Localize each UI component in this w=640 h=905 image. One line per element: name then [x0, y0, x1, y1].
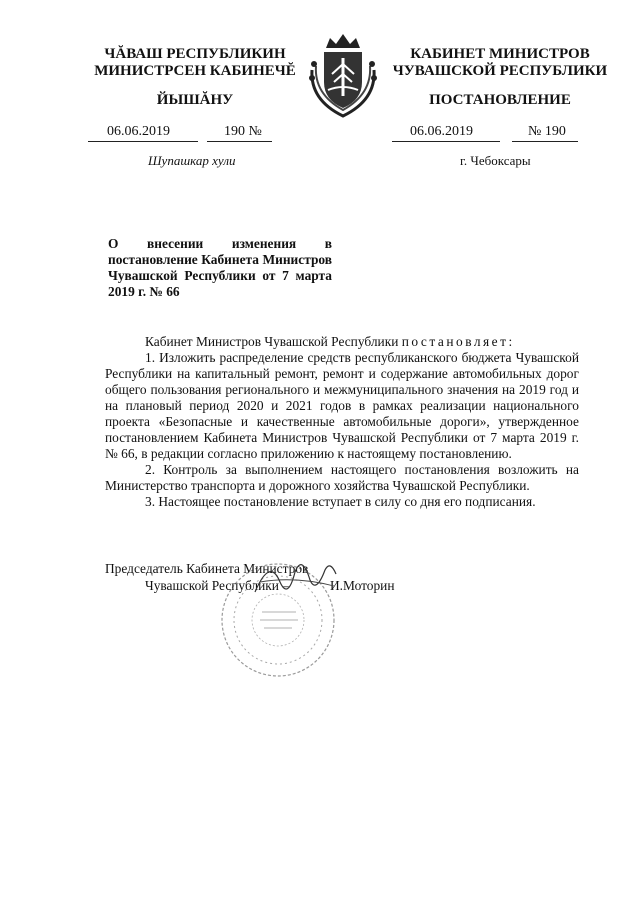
body-paragraph-1: 1. Изложить распределение средств республиканского бюджета Чувашской Республики на капитальный ремонт, ремонт и содержание автомобильных дорог общего пользования регионального и межмуниципального значения на 2019 год и на плановый период 2020 и 2021 годов в рамках реализации национального проекта «Безопасные и качественные автомобильные дороги», утвержденное постановлением Кабинета Министров Чувашской Республики от 7 марта 2019 г. № 66, в редакции согласно приложению к настоящему постановлению. — [105, 350, 579, 461]
body-intro-text: Кабинет Министров Чувашской Республики — [145, 334, 399, 349]
signature-position-line2: Чувашской Республики – — [145, 578, 289, 593]
left-number: 190 № — [224, 124, 262, 139]
left-number-underline — [207, 141, 272, 142]
left-city: Шупашкар хули — [148, 153, 236, 168]
right-header-line1: КАБИНЕТ МИНИСТРОВ — [410, 46, 590, 62]
right-city: г. Чебоксары — [460, 153, 531, 168]
right-number: № 190 — [528, 124, 566, 139]
document-title: О внесении изменения в постановление Кабинета Министров Чувашской Республики от 7 марта 2019 г. № 66 — [108, 236, 332, 299]
left-header — [90, 46, 300, 80]
left-header-line1: ЧĂВАШ РЕСПУБЛИКИН — [104, 46, 286, 62]
signature-name: И.Моторин — [330, 578, 395, 593]
right-header-line2: ЧУВАШСКОЙ РЕСПУБЛИКИ — [392, 63, 608, 79]
left-date-underline — [88, 141, 198, 142]
right-number-underline — [512, 141, 578, 142]
body-paragraph-2: 2. Контроль за выполнением настоящего постановления возложить на Министерство транспорта и дорожного хозяйства Чувашской Республики. — [105, 462, 579, 493]
handwritten-signature — [250, 552, 340, 602]
left-date: 06.06.2019 — [107, 124, 170, 139]
coat-of-arms-emblem — [302, 30, 384, 120]
left-doc-type: ЙЫШĂНУ — [156, 92, 234, 108]
right-doc-type: ПОСТАНОВЛЕНИЕ — [429, 92, 571, 108]
signature-position-line1: Председатель Кабинета Министров — [105, 561, 309, 576]
right-header — [390, 46, 610, 80]
body-paragraph-3: 3. Настоящее постановление вступает в силу со дня его подписания. — [145, 494, 536, 509]
body-intro-verb: постановляет: — [401, 334, 515, 349]
body-intro — [105, 334, 579, 350]
document-body — [105, 334, 579, 510]
right-date-underline — [392, 141, 500, 142]
right-date: 06.06.2019 — [410, 124, 473, 139]
left-header-line2: МИНИСТРСЕН КАБИНЕЧĔ — [94, 63, 296, 79]
